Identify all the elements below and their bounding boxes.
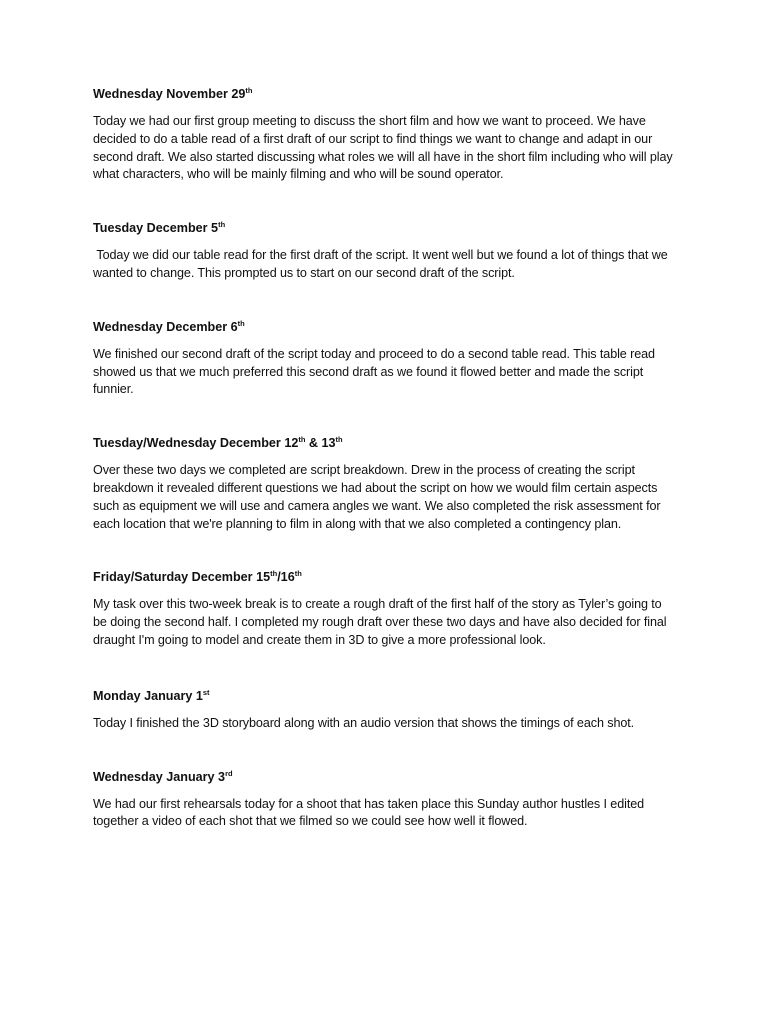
diary-entry bbox=[93, 435, 678, 533]
date-ordinal-suffix: rd bbox=[225, 768, 233, 778]
entry-body: Today I finished the 3D storyboard along with an audio version that shows the timings of each shot. bbox=[93, 715, 635, 730]
entry-body: Over these two days we completed are script breakdown. Drew in the process of creating the script breakdown it revealed different questions we had about the script on how we would film certain aspects such as equipment we will use and camera angles we want. We also completed the risk assessment for each location that we're planning to film in along with that we also completed a contingency plan. bbox=[93, 463, 661, 531]
date-ordinal-suffix: th bbox=[237, 318, 245, 328]
document-page bbox=[93, 86, 678, 831]
entry-body: We finished our second draft of the script today and proceed to do a second table read. This table read showed us that we much preferred this second draft as we found it flowed better and made the script funnier. bbox=[93, 346, 655, 397]
entry-date-text: Friday/Saturday December 15 bbox=[93, 570, 271, 585]
diary-entry bbox=[93, 769, 678, 832]
diary-entry bbox=[93, 569, 678, 649]
entry-date-text: Monday January 1 bbox=[93, 688, 203, 703]
entry-date-text: Wednesday December 6 bbox=[93, 319, 238, 334]
date-ordinal-suffix: th bbox=[270, 569, 278, 579]
entry-body: Today we had our first group meeting to discuss the short film and how we want to proceed. We have decided to do a table read of a first draft of our script to find things we want to change and adapt in our second draft. We also started discussing what roles we will all have in the short film including who will play what characters, who will be mainly filming and who will be sound operator. bbox=[93, 114, 673, 182]
entry-date bbox=[93, 688, 678, 705]
entry-date-tail: & 13 bbox=[305, 436, 336, 451]
diary-entry bbox=[93, 220, 678, 283]
date-ordinal-suffix-2: th bbox=[294, 569, 302, 579]
entry-date bbox=[93, 569, 678, 586]
entry-date-text: Wednesday January 3 bbox=[93, 769, 226, 784]
date-ordinal-suffix: th bbox=[245, 85, 253, 95]
entry-date-text: Tuesday/Wednesday December 12 bbox=[93, 436, 299, 451]
entry-date bbox=[93, 769, 678, 786]
date-ordinal-suffix: th bbox=[218, 220, 226, 229]
entry-body: We had our first rehearsals today for a shoot that has taken place this Sunday author hustles I edited together a video of each shot that we filmed so we could see how well it flowed. bbox=[93, 796, 645, 829]
entry-body: My task over this two-week break is to create a rough draft of the first half of the story as Tyler’s going to be doing the second half. I completed my rough draft over these two days and have also decided for final draught I'm going to model and create them in 3D to give a more professional look. bbox=[93, 597, 667, 647]
date-ordinal-suffix-2: th bbox=[335, 434, 343, 444]
entry-date bbox=[93, 319, 678, 336]
entry-date-text: Wednesday November 29 bbox=[93, 87, 246, 101]
date-ordinal-suffix: th bbox=[298, 434, 306, 444]
diary-entry bbox=[93, 86, 678, 184]
diary-entry bbox=[93, 319, 678, 399]
entry-body: Today we did our table read for the first draft of the script. It went well but we found a lot of things that we wanted to change. This prompted us to start on our second draft of the script. bbox=[93, 248, 672, 280]
entry-date-tail: /16 bbox=[277, 570, 295, 585]
entry-date bbox=[93, 220, 678, 237]
entry-date bbox=[93, 435, 678, 452]
entry-date-text: Tuesday December 5 bbox=[93, 221, 219, 236]
date-ordinal-suffix: st bbox=[202, 687, 210, 697]
entry-date bbox=[93, 86, 678, 103]
diary-entry bbox=[93, 688, 678, 733]
